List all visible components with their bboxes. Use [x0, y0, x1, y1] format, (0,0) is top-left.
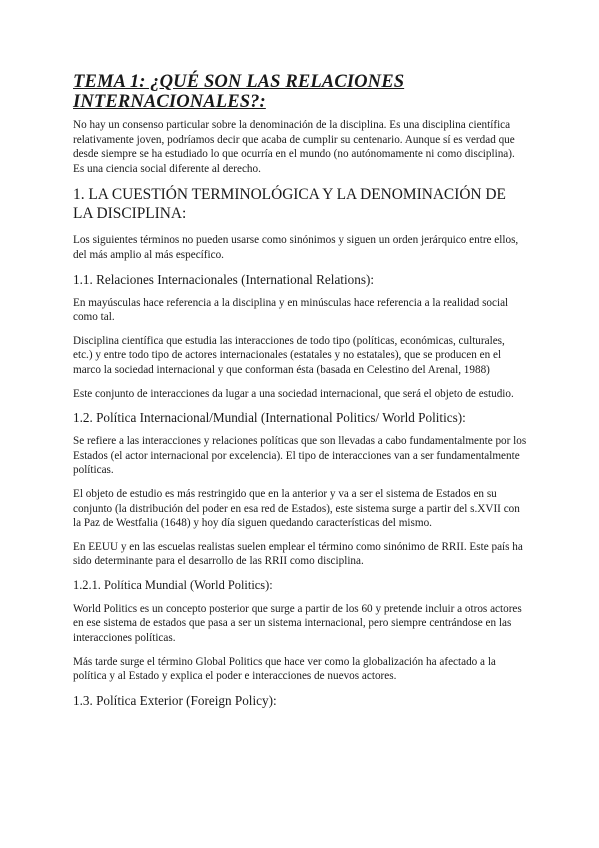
section-1-2-paragraph-2: El objeto de estudio es más restringido que en la anterior y va a ser el sistema de Estados en su conjunto (la distribución del poder en esa red de Estados), este sistema surge a partir del s.XVII con la Paz de Westfalia (1648) y hoy día siguen quedando características del mismo. [73, 487, 520, 530]
section-1-1-paragraph-2: Disciplina científica que estudia las interacciones de todo tipo (políticas, económicas, culturales, etc.) y entre todo tipo de actores internacionales (estatales y no estatales), que se producen en el marco la sociedad internacional y que conforman ésta (basada en Celestino del Arenal, 1988) [73, 334, 505, 376]
section-1-2-1-heading: 1.2.1. Política Mundial (World Politics): [73, 577, 273, 592]
section-1-1-paragraph-3: Este conjunto de interacciones da lugar a una sociedad internacional, que será el objeto de estudio. [73, 387, 514, 400]
section-1-2-paragraph-3: En EEUU y en las escuelas realistas suelen emplear el término como sinónimo de RRII. Este país ha sido determinante para el desarrollo de las RRII como disciplina. [73, 540, 523, 568]
section-1-2-1-paragraph-1: World Politics es un concepto posterior que surge a partir de los 60 y pretende incluir a otros actores en ese sistema de estados que pasa a ser un sistema internacional, pero siempre centrándose en las interacciones políticas. [73, 602, 522, 645]
section-1-2-heading: 1.2. Política Internacional/Mundial (International Politics/ World Politics): [73, 410, 466, 426]
section-1-2-1-paragraph-2: Más tarde surge el término Global Politics que hace ver como la globalización ha afectado a la política y al Estado y explica el poder e interacciones de nuevos actores. [73, 655, 496, 683]
section-1-3-heading: 1.3. Política Exterior (Foreign Policy): [73, 692, 277, 708]
section-1-2-paragraph-1: Se refiere a las interacciones y relaciones políticas que son llevadas a cabo fundamentalmente por los Estados (el actor internacional por excelencia). El tipo de interacciones van a ser fundamentalmente políticas. [73, 435, 527, 477]
section-1-heading: 1. LA CUESTIÓN TERMINOLÓGICA Y LA DENOMINACIÓN DE LA DISCIPLINA: [73, 186, 506, 223]
section-1-1-paragraph-1: En mayúsculas hace referencia a la disciplina y en minúsculas hace referencia a la realidad social como tal. [73, 296, 509, 324]
intro-paragraph: No hay un consenso particular sobre la denominación de la disciplina. Es una disciplina científica relativamente joven, podríamos decir que acaba de cumplir su centenario. Aunque sí es verdad que desde siempre se ha estudiado lo que ocurría en el mundo (no autónomamente ni como disciplina). Es una ciencia social diferente al derecho. [73, 119, 515, 175]
section-1-paragraph: Los siguientes términos no pueden usarse como sinónimos y siguen un orden jerárquico entre ellos, del más amplio al más específico. [73, 234, 519, 261]
document-body [73, 72, 527, 717]
section-1-1-heading: 1.1. Relaciones Internacionales (International Relations): [73, 271, 375, 287]
document-title: TEMA 1: ¿QUÉ SON LAS RELACIONES INTERNACIONALES?: [73, 71, 405, 112]
